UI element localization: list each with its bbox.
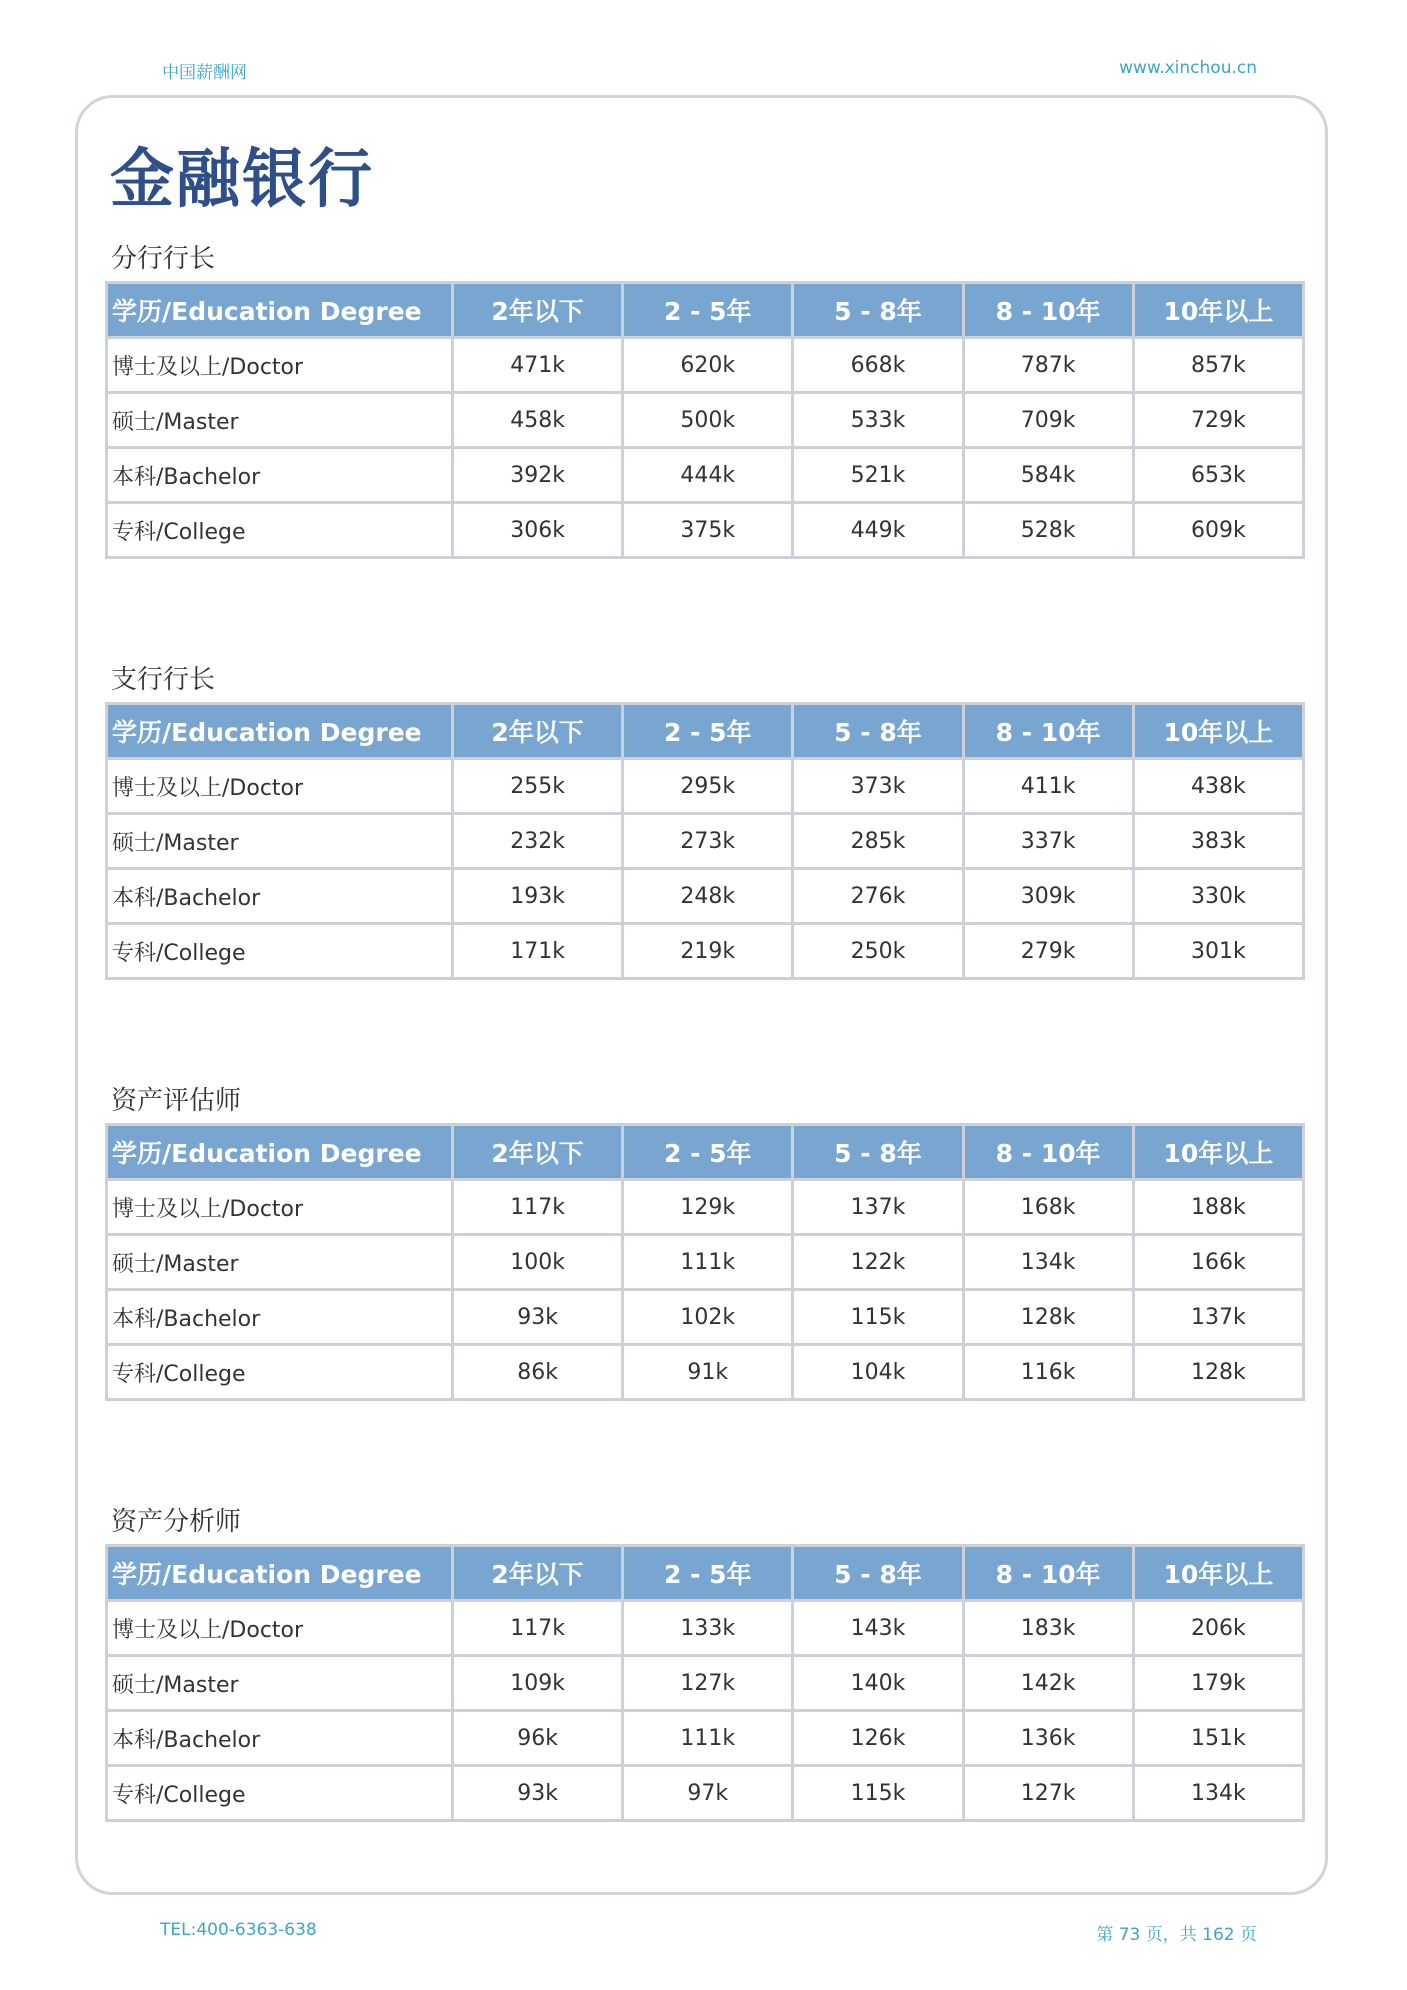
degree-cell: 专科/College	[107, 503, 453, 558]
salary-cell: 143k	[793, 1601, 963, 1656]
salary-cell: 729k	[1133, 393, 1303, 448]
degree-cell: 博士及以上/Doctor	[107, 338, 453, 393]
degree-cell: 硕士/Master	[107, 814, 453, 869]
salary-cell: 255k	[453, 759, 623, 814]
salary-cell: 449k	[793, 503, 963, 558]
column-header-degree: 学历/Education Degree	[107, 704, 453, 759]
table-row	[107, 1601, 1304, 1656]
salary-cell: 528k	[963, 503, 1133, 558]
column-header-experience: 2年以下	[453, 283, 623, 338]
salary-cell: 127k	[963, 1766, 1133, 1821]
table-row	[107, 924, 1304, 979]
column-header-experience: 2年以下	[453, 704, 623, 759]
salary-cell: 137k	[793, 1180, 963, 1235]
salary-cell: 330k	[1133, 869, 1303, 924]
column-header-degree: 学历/Education Degree	[107, 1125, 453, 1180]
column-header-experience: 8 - 10年	[963, 1546, 1133, 1601]
footer-phone: TEL:400-6363-638	[160, 1920, 317, 1940]
salary-cell: 273k	[623, 814, 793, 869]
salary-cell: 337k	[963, 814, 1133, 869]
table-row	[107, 1345, 1304, 1400]
degree-cell: 硕士/Master	[107, 1235, 453, 1290]
salary-cell: 438k	[1133, 759, 1303, 814]
table-row	[107, 814, 1304, 869]
salary-cell: 128k	[963, 1290, 1133, 1345]
column-header-experience: 8 - 10年	[963, 1125, 1133, 1180]
salary-cell: 128k	[1133, 1345, 1303, 1400]
salary-cell: 250k	[793, 924, 963, 979]
salary-cell: 179k	[1133, 1656, 1303, 1711]
column-header-experience: 2年以下	[453, 1546, 623, 1601]
degree-cell: 硕士/Master	[107, 393, 453, 448]
salary-cell: 134k	[1133, 1766, 1303, 1821]
salary-cell: 193k	[453, 869, 623, 924]
salary-cell: 188k	[1133, 1180, 1303, 1235]
section-branch-president	[105, 237, 1305, 559]
salary-cell: 279k	[963, 924, 1133, 979]
table-row	[107, 759, 1304, 814]
salary-cell: 104k	[793, 1345, 963, 1400]
header-url-link[interactable]: www.xinchou.cn	[1119, 58, 1257, 78]
salary-cell: 111k	[623, 1235, 793, 1290]
column-header-experience: 5 - 8年	[793, 1546, 963, 1601]
salary-cell: 129k	[623, 1180, 793, 1235]
salary-cell: 375k	[623, 503, 793, 558]
column-header-experience: 8 - 10年	[963, 704, 1133, 759]
table-row	[107, 1180, 1304, 1235]
salary-cell: 117k	[453, 1601, 623, 1656]
salary-cell: 168k	[963, 1180, 1133, 1235]
degree-cell: 博士及以上/Doctor	[107, 759, 453, 814]
table-row	[107, 338, 1304, 393]
salary-cell: 301k	[1133, 924, 1303, 979]
salary-cell: 183k	[963, 1601, 1133, 1656]
salary-cell: 171k	[453, 924, 623, 979]
section-subbranch-president	[105, 658, 1305, 980]
degree-cell: 博士及以上/Doctor	[107, 1601, 453, 1656]
column-header-degree: 学历/Education Degree	[107, 283, 453, 338]
salary-cell: 137k	[1133, 1290, 1303, 1345]
salary-cell: 458k	[453, 393, 623, 448]
page-title: 金融银行	[110, 143, 374, 217]
salary-cell: 668k	[793, 338, 963, 393]
salary-cell: 206k	[1133, 1601, 1303, 1656]
degree-cell: 本科/Bachelor	[107, 1711, 453, 1766]
salary-cell: 232k	[453, 814, 623, 869]
column-header-experience: 2 - 5年	[623, 283, 793, 338]
degree-cell: 本科/Bachelor	[107, 869, 453, 924]
salary-cell: 127k	[623, 1656, 793, 1711]
salary-cell: 93k	[453, 1290, 623, 1345]
table-row	[107, 1290, 1304, 1345]
section-title: 资产分析师	[111, 1507, 242, 1537]
salary-cell: 96k	[453, 1711, 623, 1766]
salary-cell: 140k	[793, 1656, 963, 1711]
salary-cell: 857k	[1133, 338, 1303, 393]
table-row	[107, 393, 1304, 448]
salary-cell: 373k	[793, 759, 963, 814]
salary-table	[105, 702, 1305, 980]
column-header-experience: 10年以上	[1133, 283, 1303, 338]
salary-table	[105, 1123, 1305, 1401]
salary-cell: 126k	[793, 1711, 963, 1766]
salary-cell: 276k	[793, 869, 963, 924]
column-header-experience: 5 - 8年	[793, 704, 963, 759]
table-row	[107, 1711, 1304, 1766]
salary-cell: 500k	[623, 393, 793, 448]
salary-cell: 285k	[793, 814, 963, 869]
section-title: 资产评估师	[111, 1086, 242, 1116]
column-header-experience: 2 - 5年	[623, 1125, 793, 1180]
salary-cell: 102k	[623, 1290, 793, 1345]
salary-cell: 653k	[1133, 448, 1303, 503]
salary-cell: 444k	[623, 448, 793, 503]
table-row	[107, 1235, 1304, 1290]
salary-cell: 151k	[1133, 1711, 1303, 1766]
salary-cell: 295k	[623, 759, 793, 814]
degree-cell: 专科/College	[107, 1345, 453, 1400]
salary-cell: 111k	[623, 1711, 793, 1766]
salary-cell: 122k	[793, 1235, 963, 1290]
degree-cell: 博士及以上/Doctor	[107, 1180, 453, 1235]
salary-cell: 166k	[1133, 1235, 1303, 1290]
salary-cell: 97k	[623, 1766, 793, 1821]
degree-cell: 硕士/Master	[107, 1656, 453, 1711]
salary-cell: 584k	[963, 448, 1133, 503]
salary-cell: 392k	[453, 448, 623, 503]
column-header-experience: 2年以下	[453, 1125, 623, 1180]
column-header-experience: 8 - 10年	[963, 283, 1133, 338]
column-header-experience: 5 - 8年	[793, 283, 963, 338]
salary-cell: 620k	[623, 338, 793, 393]
column-header-experience: 2 - 5年	[623, 704, 793, 759]
salary-cell: 248k	[623, 869, 793, 924]
salary-cell: 521k	[793, 448, 963, 503]
salary-cell: 116k	[963, 1345, 1133, 1400]
salary-cell: 787k	[963, 338, 1133, 393]
degree-cell: 本科/Bachelor	[107, 448, 453, 503]
section-asset-analyst	[105, 1500, 1305, 1822]
salary-cell: 134k	[963, 1235, 1133, 1290]
salary-table	[105, 281, 1305, 559]
table-row	[107, 503, 1304, 558]
table-row	[107, 1656, 1304, 1711]
salary-cell: 115k	[793, 1766, 963, 1821]
table-row	[107, 1766, 1304, 1821]
salary-cell: 709k	[963, 393, 1133, 448]
degree-cell: 本科/Bachelor	[107, 1290, 453, 1345]
salary-cell: 471k	[453, 338, 623, 393]
salary-cell: 91k	[623, 1345, 793, 1400]
section-title: 分行行长	[111, 244, 216, 274]
column-header-degree: 学历/Education Degree	[107, 1546, 453, 1601]
salary-cell: 309k	[963, 869, 1133, 924]
section-asset-appraiser	[105, 1079, 1305, 1401]
degree-cell: 专科/College	[107, 924, 453, 979]
table-row	[107, 869, 1304, 924]
column-header-experience: 10年以上	[1133, 1546, 1303, 1601]
column-header-experience: 10年以上	[1133, 1125, 1303, 1180]
header-site-name: 中国薪酬网	[162, 63, 247, 83]
salary-cell: 383k	[1133, 814, 1303, 869]
salary-cell: 411k	[963, 759, 1133, 814]
salary-cell: 115k	[793, 1290, 963, 1345]
column-header-experience: 5 - 8年	[793, 1125, 963, 1180]
salary-cell: 117k	[453, 1180, 623, 1235]
salary-cell: 609k	[1133, 503, 1303, 558]
footer-page-number: 第 73 页，共 162 页	[1096, 1925, 1257, 1945]
section-title: 支行行长	[111, 665, 216, 695]
salary-cell: 100k	[453, 1235, 623, 1290]
salary-cell: 306k	[453, 503, 623, 558]
salary-cell: 533k	[793, 393, 963, 448]
column-header-experience: 2 - 5年	[623, 1546, 793, 1601]
salary-cell: 142k	[963, 1656, 1133, 1711]
salary-table	[105, 1544, 1305, 1822]
salary-cell: 219k	[623, 924, 793, 979]
salary-cell: 136k	[963, 1711, 1133, 1766]
salary-cell: 109k	[453, 1656, 623, 1711]
column-header-experience: 10年以上	[1133, 704, 1303, 759]
table-row	[107, 448, 1304, 503]
salary-cell: 86k	[453, 1345, 623, 1400]
salary-cell: 93k	[453, 1766, 623, 1821]
salary-cell: 133k	[623, 1601, 793, 1656]
degree-cell: 专科/College	[107, 1766, 453, 1821]
